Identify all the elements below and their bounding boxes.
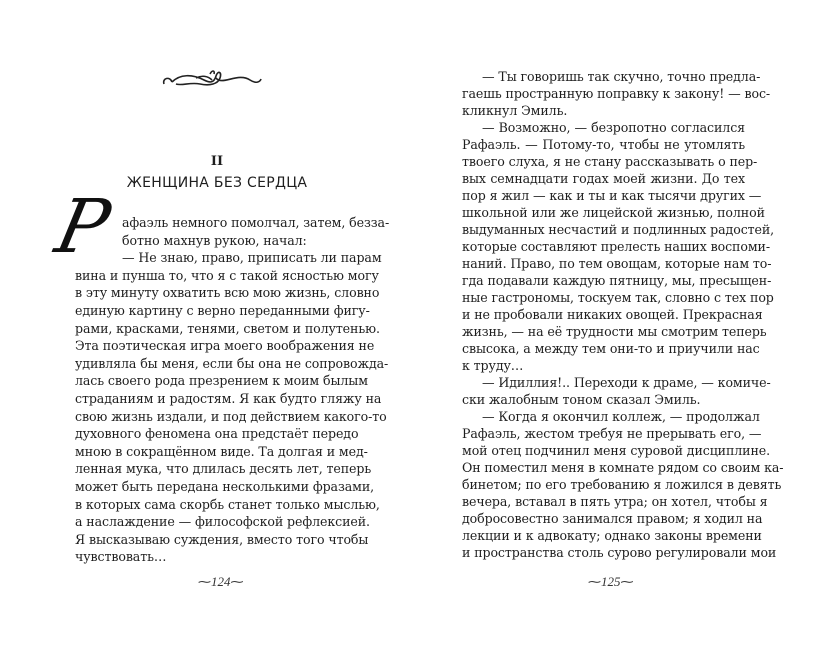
text-line: ски жалобным тоном сказал Эмиль. — [462, 392, 701, 407]
page-number-left: ⁓124⁓ — [198, 574, 244, 589]
text-line: лекции и к адвокату; однако законы времени — [462, 528, 762, 543]
text-line: Эта поэтическая игра моего воображения не — [75, 338, 375, 354]
page-number-value: 125 — [601, 574, 621, 589]
text-line: духовного феномена она предстаёт передо — [75, 426, 359, 442]
text-line: — Возможно, — безропотно согласился — [482, 120, 745, 135]
flourish-ornament-icon — [160, 66, 265, 92]
text-line: а наслаждение — философской рефлексией. — [75, 514, 370, 530]
text-line: которые составляют прелесть наших воспоми- — [462, 239, 770, 254]
text-line: рами, красками, тенями, светом и полутенью. — [75, 320, 380, 336]
text-line: мой отец подчинил меня суровой дисциплине. — [462, 443, 771, 458]
text-line: удивляла бы меня, если бы она не сопровожда- — [75, 355, 389, 371]
text-line: ленная мука, что длилась десять лет, теперь — [75, 461, 372, 477]
text-line: Он поместил меня в комнате рядом со своим ка- — [462, 460, 784, 475]
text-line: свысока, а между тем они-то и приучили нас — [462, 341, 760, 356]
text-line: твоего слуха, я не стану рассказывать о пер- — [462, 154, 758, 169]
text-line: — Идиллия!.. Переходи к драме, — комиче- — [482, 375, 771, 390]
text-line: чувствовать… — [75, 549, 167, 565]
text-line: — Когда я окончил коллеж, — продолжал — [482, 409, 760, 424]
text-line: выдуманных несчастий и подлинных радостей, — [462, 222, 775, 237]
text-line: ные гастрономы, тоскуем так, словно с тех пор — [462, 290, 774, 305]
text-line: к труду… — [462, 358, 524, 373]
text-line: гаешь пространную поправку к закону! — вос- — [462, 86, 771, 101]
text-line: пор я жил — как и ты и как тысячи других — — [462, 188, 762, 203]
text-line: Рафаэль. — Потому-то, чтобы не утомлять — [462, 137, 745, 152]
text-line: вечера, вставал в пять утра; он хотел, чтобы я — [462, 494, 768, 509]
text-line: Я высказываю суждения, вместо того чтобы — [75, 531, 369, 547]
text-line: в которых сама скорбь станет только мыслью, — [75, 496, 380, 512]
text-line: вина и пунша то, что я с такой ясностью могу — [75, 267, 379, 283]
text-line: свою жизнь издали, и под действием какого-то — [75, 408, 387, 424]
text-line: в эту минуту охватить всю мою жизнь, словно — [75, 285, 380, 301]
text-line: добросовестно занимался правом; я ходил на — [462, 511, 763, 526]
right-page — [410, 0, 820, 663]
text-line: и не пробовали никаких овощей. Прекрасная — [462, 307, 763, 322]
text-line: — Ты говоришь так скучно, точно предла- — [482, 69, 761, 84]
chapter-number: II — [210, 154, 224, 169]
text-line: жизнь, — на её трудности мы смотрим теперь — [462, 324, 767, 339]
text-line: страданиям и радостям. Я как будто гляжу на — [75, 391, 382, 406]
page-number-right: ⁓125⁓ — [588, 574, 634, 589]
text-line: ботно махнув рукою, начал: — [122, 232, 307, 248]
text-line: Рафаэль, жестом требуя не прерывать его, — — [462, 426, 762, 441]
text-line: единую картину с верно переданными фигу- — [75, 303, 370, 318]
drop-cap: Р — [48, 184, 117, 270]
text-line: может быть передана несколькими фразами, — [75, 479, 375, 494]
text-line: афаэль немного помолчал, затем, безза- — [122, 215, 390, 230]
text-line: бинетом; по его требованию я ложился в девять — [462, 477, 782, 492]
text-line: вых семнадцати годах моей жизни. До тех — [462, 171, 745, 186]
text-line: наний. Право, по тем овощам, которые нам то- — [462, 256, 772, 271]
text-line: и пространства столь сурово регулировали мои — [462, 545, 777, 560]
text-line: гда подавали каждую пятницу, мы, пресыщен- — [462, 273, 772, 288]
text-line: школьной или же лицейской жизнью, полной — [462, 205, 765, 220]
page-number-value: 124 — [211, 574, 231, 589]
text-line: лась своего рода презрением к моим былым — [75, 373, 368, 389]
text-line: — Не знаю, право, приписать ли парам — [122, 250, 382, 266]
text-line: кликнул Эмиль. — [462, 103, 568, 118]
text-line: мною в сокращённом виде. Та долгая и мед- — [75, 443, 368, 459]
chapter-title: ЖЕНЩИНА БЕЗ СЕРДЦА — [126, 175, 308, 191]
